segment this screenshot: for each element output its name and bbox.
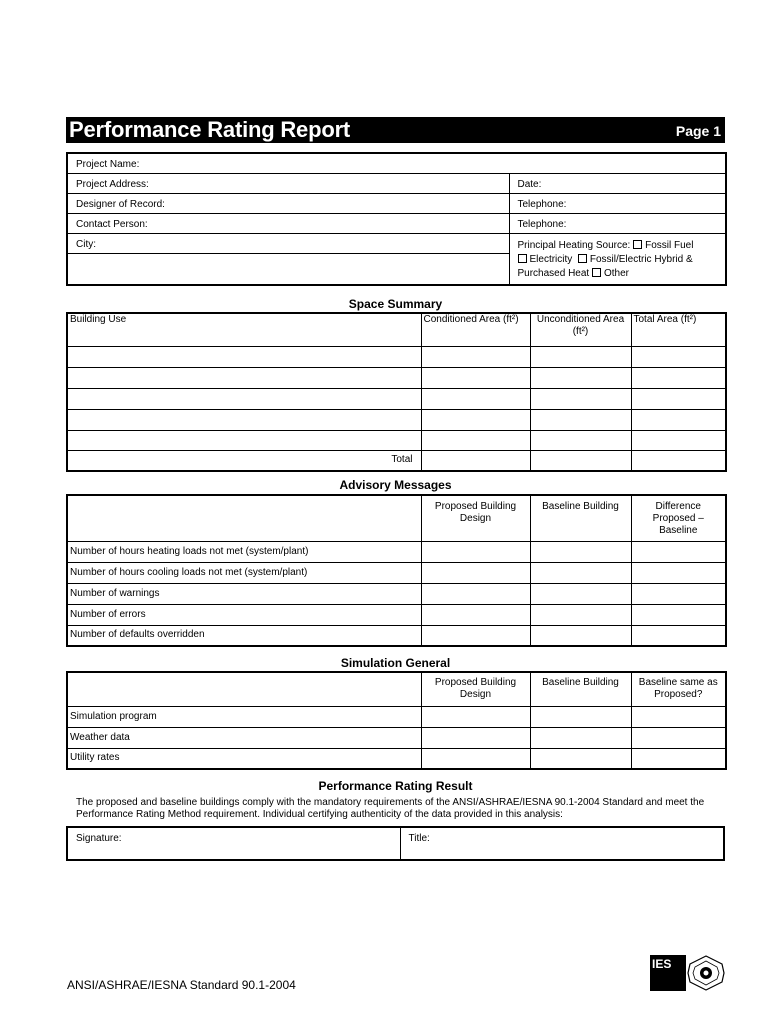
- page-title: Performance Rating Report: [69, 117, 351, 142]
- total-area-header: Total Area (ft²): [631, 313, 726, 346]
- row-label: Simulation program: [67, 706, 421, 727]
- other-label: Other: [604, 267, 630, 279]
- row-label: Number of warnings: [67, 583, 421, 604]
- unconditioned-area-header: Unconditioned Area (ft²): [530, 313, 631, 346]
- baseline-building-header: Baseline Building: [530, 495, 631, 541]
- table-row: [67, 409, 726, 430]
- table-row: [67, 430, 726, 450]
- date-field[interactable]: [509, 173, 726, 193]
- telephone-label-1: Telephone:: [517, 198, 567, 210]
- table-row: [67, 748, 726, 769]
- signature-field[interactable]: [67, 827, 400, 860]
- date-label: Date:: [517, 178, 542, 190]
- signature-table: [66, 826, 725, 861]
- hybrid-checkbox[interactable]: [578, 254, 587, 263]
- designer-field[interactable]: [67, 193, 509, 213]
- compliance-statement: The proposed and baseline buildings comply with the mandatory requirements of the ANSI/ASHRAE/IESNA 90.1-2004 Standard and meet the Performance Rating Method requirement. Individual certifying authenticity of the data provided in this analysis:: [76, 797, 705, 820]
- ies-logo: [650, 955, 725, 991]
- row-label: Weather data: [67, 727, 421, 748]
- performance-result-title: Performance Rating Result: [318, 779, 473, 793]
- title-label: Title:: [408, 833, 430, 844]
- title-field[interactable]: [400, 827, 724, 860]
- table-row: [67, 727, 726, 748]
- ies-logo-icon: [650, 955, 725, 991]
- svg-text:IES: IES: [652, 957, 672, 971]
- table-row: [67, 541, 726, 562]
- simulation-general-title: Simulation General: [340, 656, 451, 670]
- advisory-messages-table: [66, 494, 727, 647]
- table-row: [67, 367, 726, 388]
- city-label: City:: [76, 238, 96, 250]
- telephone-field-2[interactable]: [509, 213, 726, 233]
- project-name-label: Project Name:: [76, 159, 140, 170]
- proposed-design-header: Proposed Building Design: [421, 672, 530, 706]
- city-field[interactable]: [67, 233, 509, 253]
- row-label: Number of hours cooling loads not met (system/plant): [67, 562, 421, 583]
- telephone-field-1[interactable]: [509, 193, 726, 213]
- heating-source-label: Principal Heating Source:: [517, 239, 631, 251]
- project-address-label: Project Address:: [76, 178, 149, 190]
- difference-header: Difference Proposed – Baseline: [631, 495, 726, 541]
- telephone-label-2: Telephone:: [517, 218, 567, 230]
- row-label: Utility rates: [67, 748, 421, 769]
- fossil-fuel-checkbox[interactable]: [633, 240, 642, 249]
- electricity-label: Electricity: [529, 253, 573, 265]
- row-label: Number of errors: [67, 604, 421, 625]
- contact-field[interactable]: [67, 213, 509, 233]
- building-use-header: Building Use: [67, 313, 421, 346]
- signature-label: Signature:: [76, 833, 122, 844]
- project-name-field[interactable]: [67, 153, 726, 173]
- fossil-fuel-label: Fossil Fuel: [645, 239, 694, 251]
- row-label: Number of defaults overridden: [67, 625, 421, 646]
- project-address-field[interactable]: [67, 173, 509, 193]
- footer-standard-text: ANSI/ASHRAE/IESNA Standard 90.1-2004: [67, 978, 296, 992]
- electricity-checkbox[interactable]: [518, 254, 527, 263]
- table-row: [67, 604, 726, 625]
- baseline-same-header: Baseline same as Proposed?: [631, 672, 726, 706]
- table-row: [67, 625, 726, 646]
- advisory-messages-title: Advisory Messages: [339, 478, 452, 492]
- proposed-design-header: Proposed Building Design: [421, 495, 530, 541]
- row-label: Number of hours heating loads not met (system/plant): [67, 541, 421, 562]
- total-label: Total: [67, 450, 421, 471]
- table-row: [67, 583, 726, 604]
- project-info-table: [66, 152, 727, 286]
- title-bar: [66, 117, 725, 143]
- space-summary-table: [66, 312, 727, 472]
- total-row: [67, 450, 726, 471]
- hybrid-label: Fossil/Electric Hybrid & Purchased Heat: [517, 253, 693, 279]
- contact-label: Contact Person:: [76, 218, 148, 230]
- baseline-building-header: Baseline Building: [530, 672, 631, 706]
- city-extra-field[interactable]: [67, 253, 509, 285]
- conditioned-area-header: Conditioned Area (ft²): [421, 313, 530, 346]
- table-row: [67, 388, 726, 409]
- page-number: Page 1: [675, 123, 721, 139]
- designer-label: Designer of Record:: [76, 198, 165, 210]
- simulation-general-table: [66, 671, 727, 770]
- heating-source-field: [509, 233, 726, 285]
- other-checkbox[interactable]: [592, 268, 601, 277]
- table-row: [67, 706, 726, 727]
- table-row: [67, 562, 726, 583]
- space-summary-title: Space Summary: [348, 297, 443, 311]
- table-row: [67, 346, 726, 367]
